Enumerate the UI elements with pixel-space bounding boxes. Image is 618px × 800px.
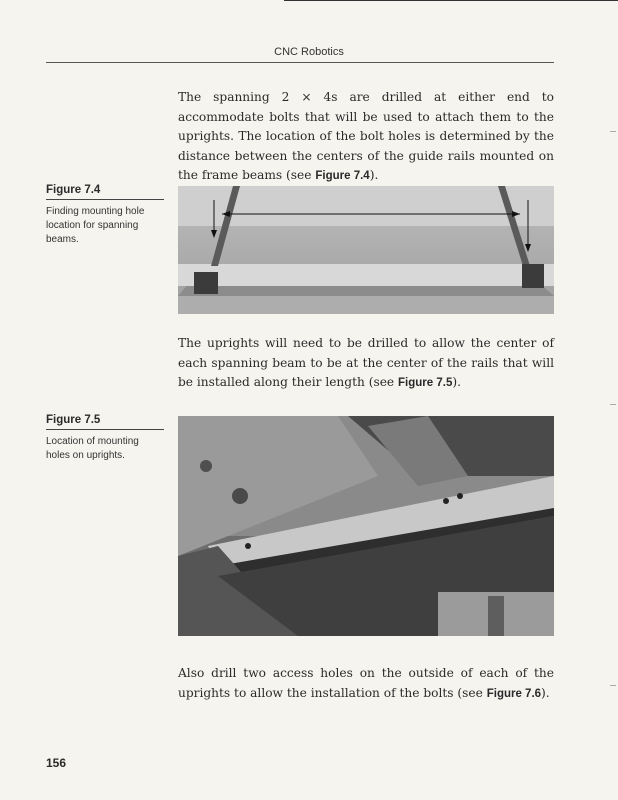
- figure-7-5-caption: [46, 414, 164, 463]
- figure-number: Figure 7.4: [46, 184, 164, 200]
- paragraph-1: The spanning 2 × 4s are drilled at either end to accommodate bolts that will be used to attach them to the uprights. The location of the bolt holes is determined by the distance between the centers of the guide rails mounted on the frame beams (see Figure 7.4).: [178, 90, 554, 182]
- paragraph-2: The uprights will need to be drilled to allow the center of each spanning beam to be at the center of the rails that will be installed along their length (see Figure 7.5).: [178, 336, 554, 389]
- figure-ref: Figure 7.5: [398, 377, 453, 389]
- figure-caption-text: Location of mounting holes on uprights.: [46, 436, 139, 461]
- figure-7-5-photo: [178, 416, 554, 636]
- figure-ref: Figure 7.4: [315, 170, 370, 182]
- margin-mark: [610, 131, 616, 132]
- margin-mark: [610, 404, 616, 405]
- figure-caption-text: Finding mounting hole location for spanning beams.: [46, 206, 145, 245]
- figure-ref: Figure 7.6: [486, 687, 542, 700]
- paragraph-3: Also drill two access holes on the outside of each of the uprights to allow the installation of the bolts (see Figure 7.6).: [178, 666, 554, 700]
- margin-mark: [610, 685, 616, 686]
- header-rule: [46, 62, 554, 63]
- figure-number: Figure 7.5: [46, 414, 164, 430]
- running-head: CNC Robotics: [274, 46, 344, 58]
- figure-7-4-photo: [178, 186, 554, 314]
- top-edge-line: [284, 0, 618, 1]
- figure-7-4-caption: [46, 184, 164, 247]
- page-number: 156: [46, 756, 67, 770]
